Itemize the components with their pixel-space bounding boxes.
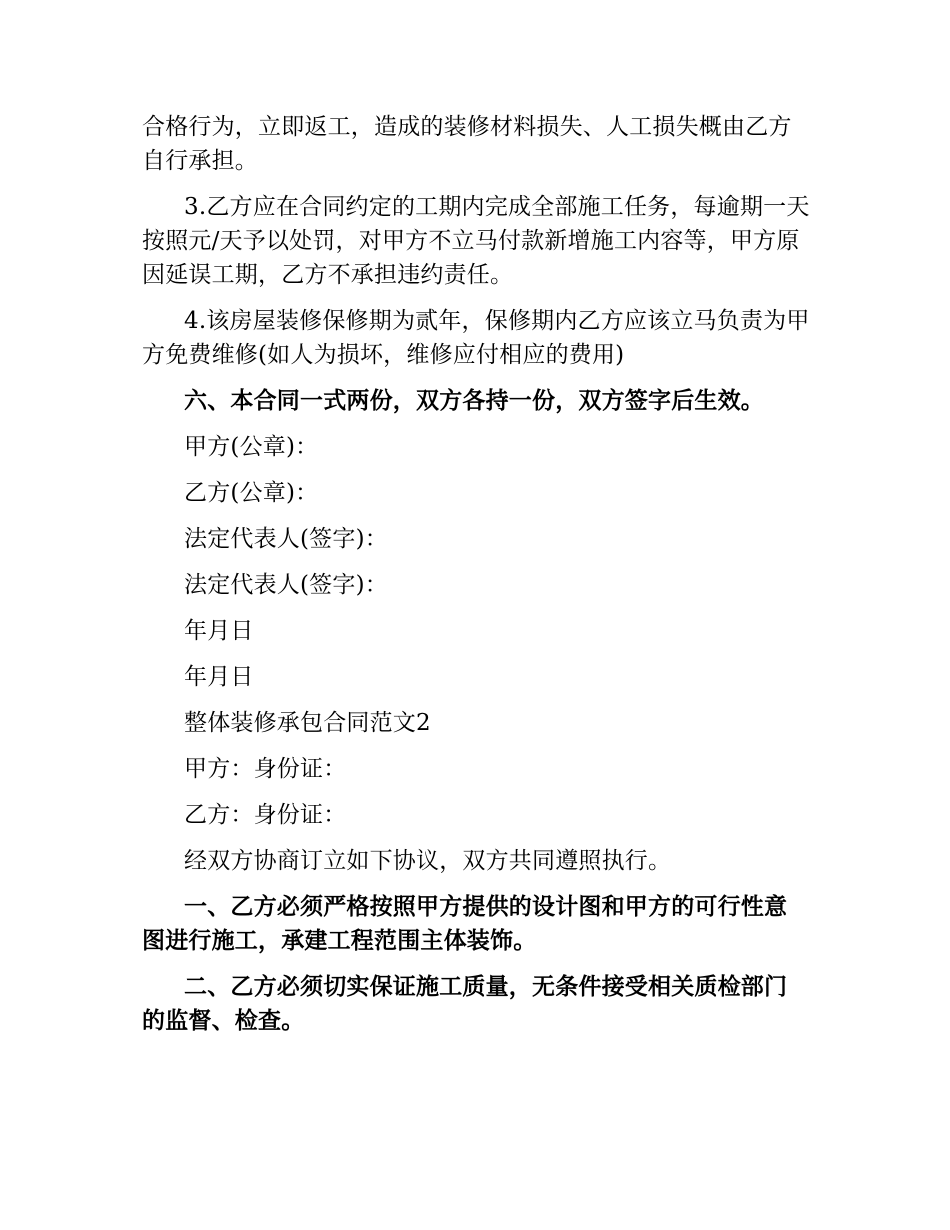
party-b-seal-line: 乙方(公章)： [184, 480, 319, 506]
paragraph-clause-3: 3.乙方应在合同约定的工期内完成全部施工任务，每逾期一天按照元/天予以处罚，对甲方不立马付款新增施工内容等，甲方原因延误工期，乙方不承担违约责任。 [142, 194, 810, 288]
section-title-sample-2: 整体装修承包合同范文2 [184, 710, 431, 736]
paragraph-continuation: 合格行为，立即返工，造成的装修材料损失、人工损失概由乙方自行承担。 [142, 114, 792, 174]
document-body [142, 110, 810, 1038]
party-a-seal-line: 甲方(公章)： [184, 434, 319, 460]
legal-rep-signature-b: 法定代表人(签字)： [184, 572, 388, 598]
agreement-intro: 经双方协商订立如下协议，双方共同遵照执行。 [184, 848, 672, 874]
clause-one-bold: 一、乙方必须严格按照甲方提供的设计图和甲方的可行性意图进行施工，承建工程范围主体装饰。 [142, 893, 788, 954]
date-line-b: 年月日 [184, 664, 254, 690]
section-six-heading: 六、本合同一式两份，双方各持一份，双方签字后生效。 [184, 387, 764, 414]
date-line-a: 年月日 [184, 618, 254, 644]
party-b-id-line: 乙方：身份证： [184, 802, 347, 828]
party-a-id-line: 甲方：身份证： [184, 756, 347, 782]
clause-two-bold: 二、乙方必须切实保证施工质量，无条件接受相关质检部门的监督、检查。 [142, 973, 788, 1034]
paragraph-clause-4: 4.该房屋装修保修期为贰年，保修期内乙方应该立马负责为甲方免费维修(如人为损坏，维修应付相应的费用) [142, 308, 810, 368]
legal-rep-signature-a: 法定代表人(签字)： [184, 526, 388, 552]
